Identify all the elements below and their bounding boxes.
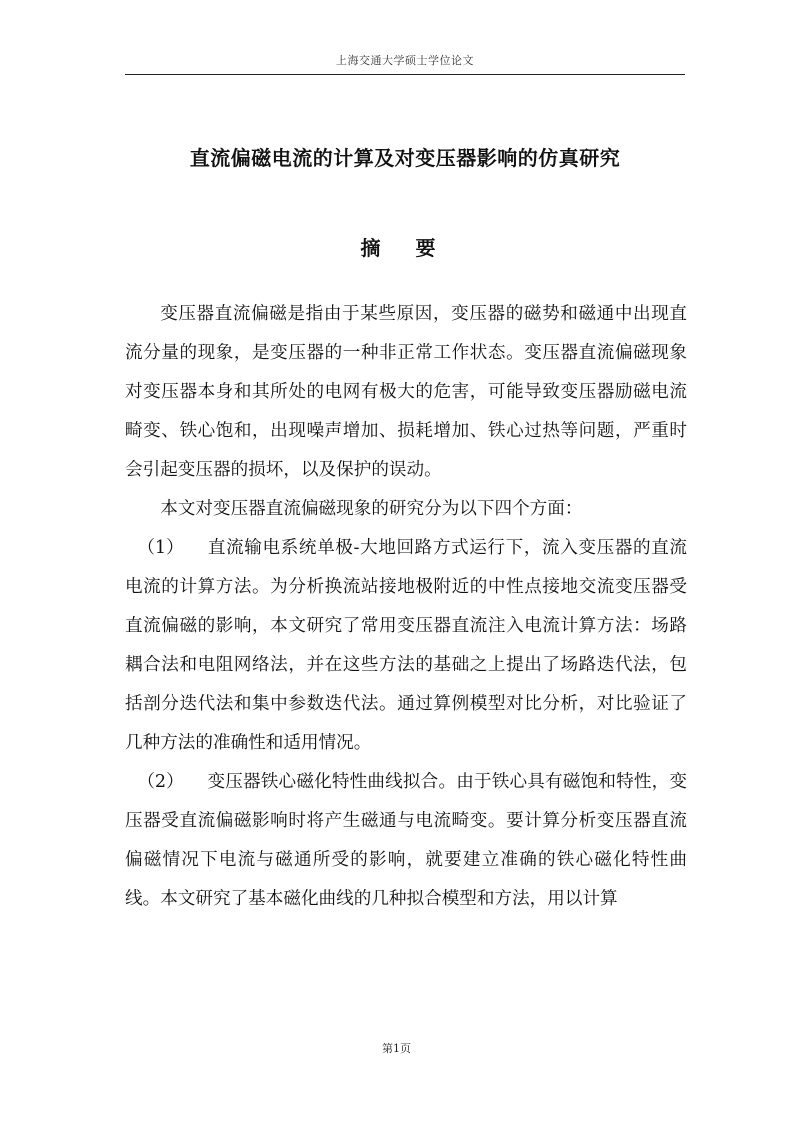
abstract-paragraph-2: 本文对变压器直流偏磁现象的研究分为以下四个方面： — [160, 499, 583, 519]
abstract-body — [125, 295, 687, 919]
item-number-1: （1） — [137, 538, 184, 558]
abstract-item-2 — [125, 763, 687, 919]
running-header: 上海交通大学硕士学位论文 — [336, 54, 474, 67]
item-text-2: 变压器铁心磁化特性曲线拟合。由于铁心具有磁饱和特性，变压器受直流偏磁影响时将产生磁通与电流畸变。要计算分析变压器直流偏磁情况下电流与磁通所受的影响，就要建立准确的铁心磁化特性曲线。本文研究了基本磁化曲线的几种拟合模型和方法，用以计算 — [125, 772, 687, 909]
item-number-2: （2） — [137, 772, 184, 792]
abstract-paragraph-1: 变压器直流偏磁是指由于某些原因，变压器的磁势和磁通中出现直流分量的现象，是变压器的一种非正常工作状态。变压器直流偏磁现象对变压器本身和其所处的电网有极大的危害，可能导致变压器励磁电流畸变、铁心饱和，出现噪声增加、损耗增加、铁心过热等问题，严重时会引起变压器的损坏，以及保护的误动。 — [125, 304, 687, 480]
abstract-heading: 摘 要 — [360, 236, 450, 260]
abstract-item-1 — [125, 529, 687, 763]
paper-title: 直流偏磁电流的计算及对变压器影响的仿真研究 — [189, 146, 621, 170]
header-rule — [125, 74, 685, 75]
item-text-1: 直流输电系统单极-大地回路方式运行下，流入变压器的直流电流的计算方法。为分析换流站接地极附近的中性点接地交流变压器受直流偏磁的影响，本文研究了常用变压器直流注入电流计算方法：场路耦合法和电阻网络法，并在这些方法的基础之上提出了场路迭代法，包括剖分迭代法和集中参数迭代法。通过算例模型对比分析，对比验证了几种方法的准确性和适用情况。 — [125, 538, 687, 753]
page-number: 第1页 — [382, 1042, 411, 1055]
